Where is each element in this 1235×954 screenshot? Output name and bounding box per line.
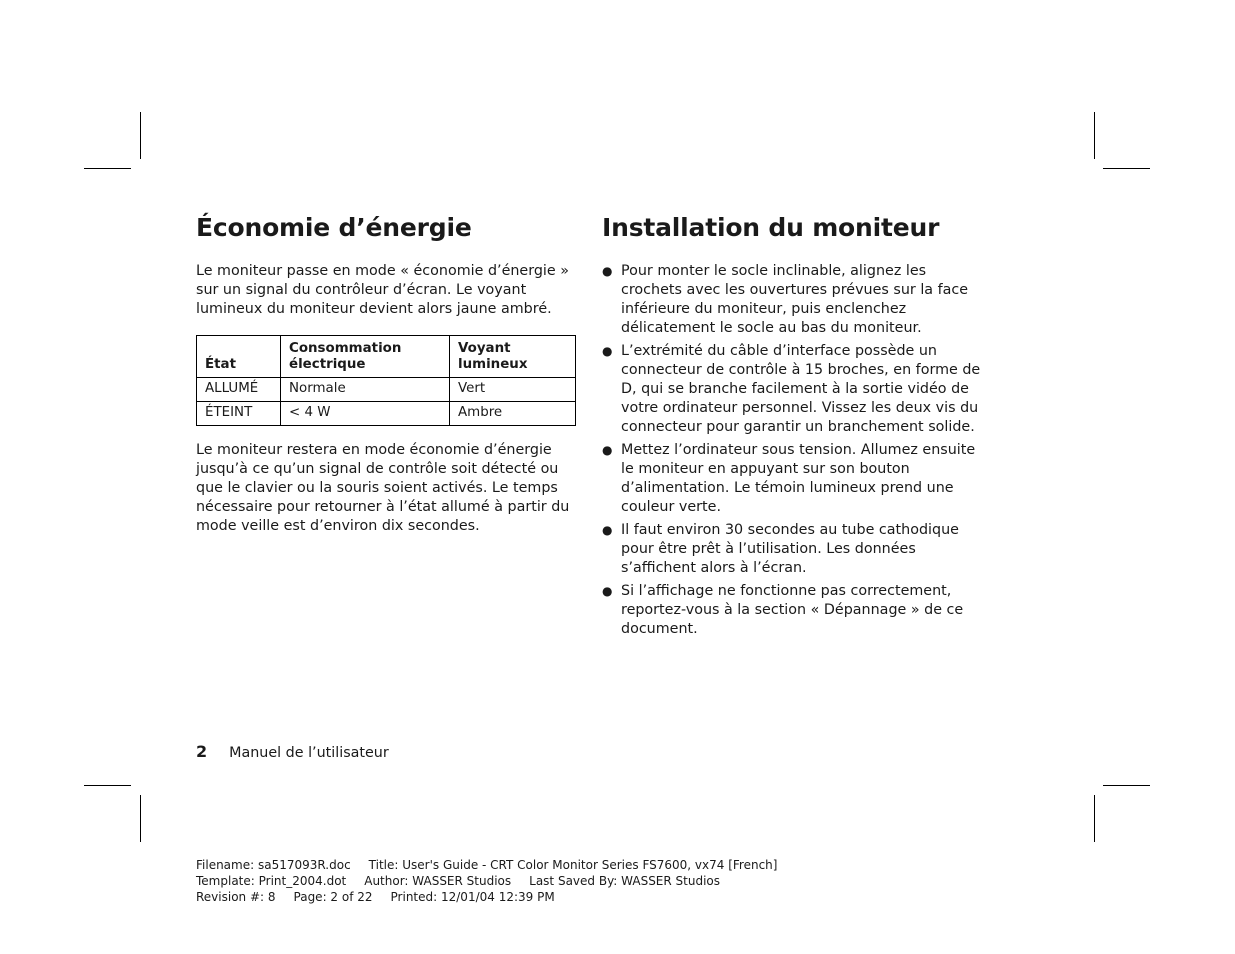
crop-mark-bottom-left-horizontal [84, 785, 131, 786]
page-number: 2 [196, 742, 208, 761]
table-header-state: État [197, 336, 281, 378]
footer-label: Manuel de l’utilisateur [229, 745, 389, 761]
table-header-consumption: Consommation électrique [281, 336, 450, 378]
step-text: Mettez l’ordinateur sous tension. Allumez ensuite le moniteur en appuyant sur son bouton d’alimentation. Le témoin lumineux prend une couleur verte. [621, 442, 976, 515]
step-text: L’extrémité du câble d’interface possède un connecteur de contrôle à 15 broches, en forme de D, qui se branche facilement à la sortie vidéo de votre ordinateur personnel. Vissez les deux vis du connecteur pour garantir un branchement solide. [621, 343, 981, 435]
list-item [602, 262, 987, 338]
meta-revision: Revision #: 8 [196, 890, 276, 904]
crop-mark-bottom-right-vertical [1094, 795, 1095, 842]
crop-mark-bottom-right-horizontal [1103, 785, 1150, 786]
list-item [602, 582, 987, 639]
bullet-icon: ● [602, 523, 613, 537]
table-cell-indicator: Vert [450, 378, 576, 402]
energy-saving-note: Le moniteur restera en mode économie d’énergie jusqu’à ce qu’un signal de contrôle soit détecté ou que le clavier ou la souris soient activés. Le temps nécessaire pour retourner à l’état allumé à partir du mode veille est d’environ dix secondes. [196, 442, 570, 534]
document-metadata [196, 857, 777, 905]
metadata-line-1 [196, 857, 777, 873]
power-state-table [196, 335, 576, 426]
crop-mark-top-left-vertical [140, 112, 141, 159]
metadata-line-3 [196, 889, 777, 905]
energy-saving-title: Économie d’énergie [196, 213, 472, 242]
step-text: Si l’affichage ne fonctionne pas correctement, reportez-vous à la section « Dépannage » de ce document. [621, 583, 964, 637]
installation-title: Installation du moniteur [602, 213, 940, 242]
installation-section [602, 210, 987, 643]
table-row [197, 402, 576, 426]
metadata-line-2 [196, 873, 777, 889]
meta-page: Page: 2 of 22 [293, 890, 373, 904]
step-text: Pour monter le socle inclinable, alignez les crochets avec les ouvertures prévues sur la face inférieure du moniteur, puis enclenchez délicatement le socle au bas du moniteur. [621, 263, 969, 336]
crop-mark-bottom-left-vertical [140, 795, 141, 842]
crop-mark-top-right-vertical [1094, 112, 1095, 159]
bullet-icon: ● [602, 443, 613, 457]
page-footer [196, 742, 389, 761]
list-item [602, 521, 987, 578]
list-item [602, 342, 987, 437]
list-item [602, 441, 987, 517]
table-header-row [197, 336, 576, 378]
step-text: Il faut environ 30 secondes au tube cathodique pour être prêt à l’utilisation. Les données s’affichent alors à l’écran. [621, 522, 959, 576]
meta-template: Template: Print_2004.dot [196, 874, 347, 888]
table-cell-consumption: Normale [281, 378, 450, 402]
crop-mark-top-right-horizontal [1103, 168, 1150, 169]
energy-saving-intro: Le moniteur passe en mode « économie d’énergie » sur un signal du contrôleur d’écran. Le voyant lumineux du moniteur devient alors jaune ambré. [196, 263, 569, 317]
meta-printed: Printed: 12/01/04 12:39 PM [390, 890, 555, 904]
table-header-indicator: Voyant lumineux [450, 336, 576, 378]
bullet-icon: ● [602, 264, 613, 278]
table-cell-state: ÉTEINT [197, 402, 281, 426]
table-cell-indicator: Ambre [450, 402, 576, 426]
bullet-icon: ● [602, 584, 613, 598]
meta-filename: Filename: sa517093R.doc [196, 858, 351, 872]
bullet-icon: ● [602, 344, 613, 358]
energy-saving-section [196, 210, 576, 536]
table-cell-state: ALLUMÉ [197, 378, 281, 402]
meta-author: Author: WASSER Studios [364, 874, 512, 888]
meta-last-saved: Last Saved By: WASSER Studios [529, 874, 721, 888]
table-cell-consumption: < 4 W [281, 402, 450, 426]
crop-mark-top-left-horizontal [84, 168, 131, 169]
installation-steps [602, 262, 987, 639]
table-row [197, 378, 576, 402]
meta-title: Title: User's Guide - CRT Color Monitor Series FS7600, vx74 [French] [368, 858, 778, 872]
